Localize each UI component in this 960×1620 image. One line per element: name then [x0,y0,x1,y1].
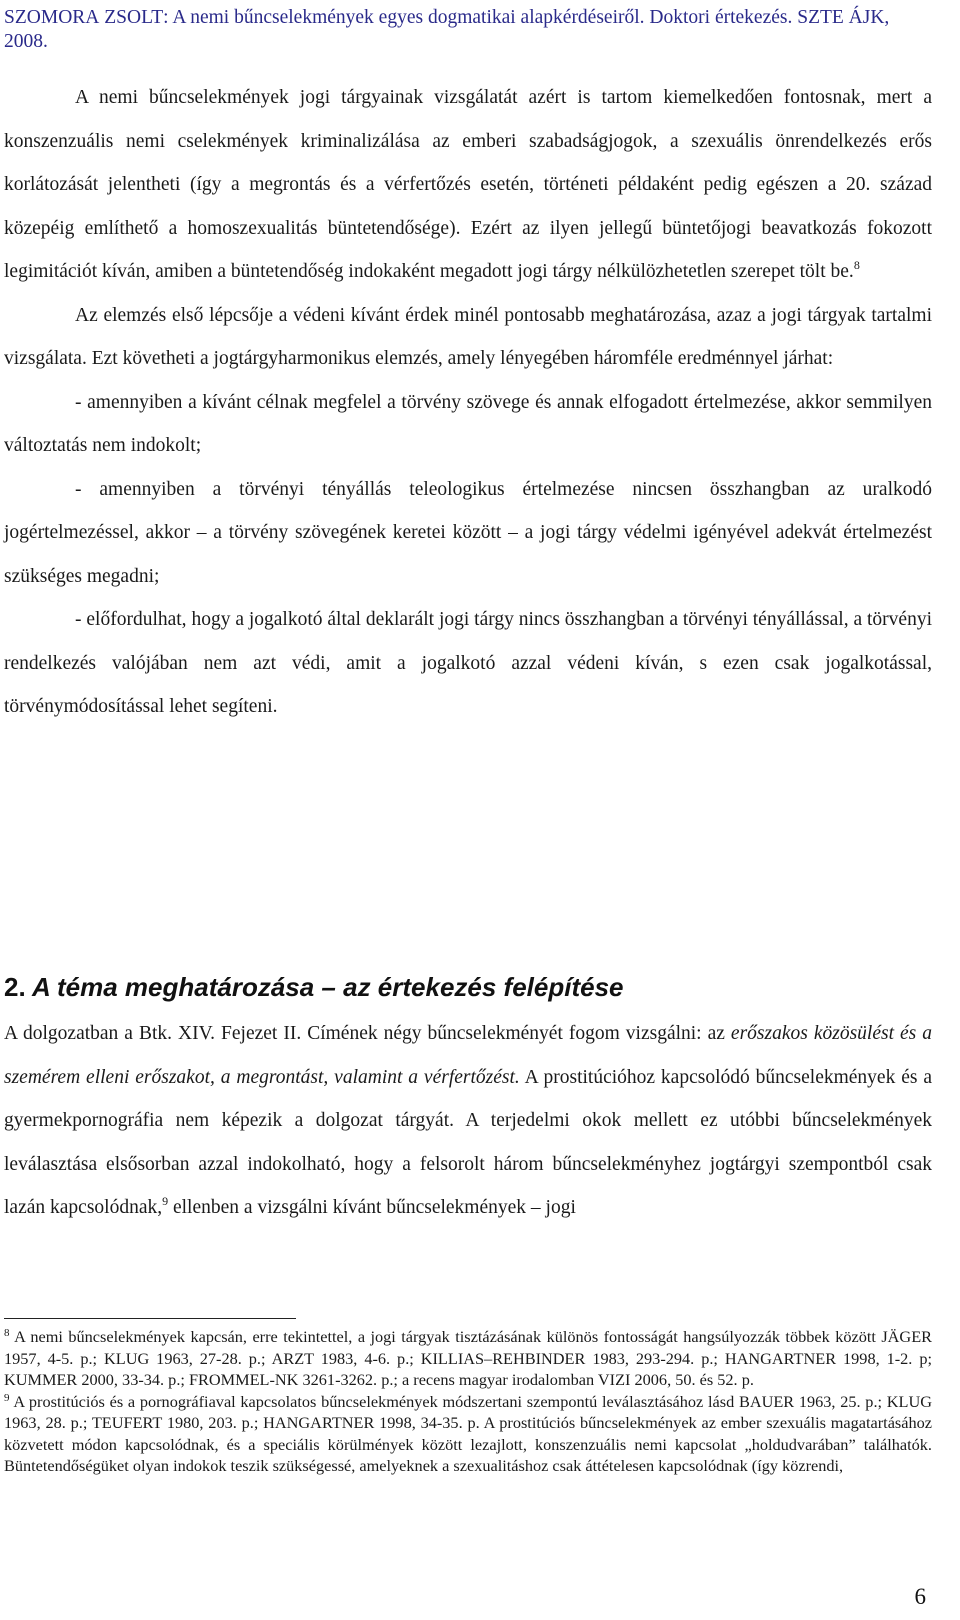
scope-lead-text: A dolgozatban a Btk. XIV. Fejezet II. Címének négy bűncselekményét fogom vizsgálni: az [4,1023,725,1044]
footnote-9-text: A prostitúciós és a pornográfiaval kapcsolatos bűncselekmények módszertani szempontú leválasztásához lásd BAUER 1963, 25. p.; KLUG 1963, 28. p.; TEUFERT 1980, 203. p.; HANGARTNER 1998, 34-35. p. A prostitúciós bűncselekmények az ember szexuális magatartásához közvetett módon kapcsolódnak, és a speciális körülmények között lezajlott, konszenzuális nemi kapcsolat „holdudvarában” találhatók. Büntetendőségüket olyan indokok teszik szükségessé, amelyeknek a szexualitáshoz csak áttételesen kapcsolódnak (így közrendi, [4,1391,932,1475]
footnote-8 [4,1326,932,1391]
section-heading-number: 2. [4,972,26,1002]
header-author-given: SOLT [116,7,164,28]
footnote-8-number: 8 [4,1327,10,1339]
list-item-outcome-1: - amennyiben a kívánt célnak megfelel a törvény szövege és annak elfogadott értelmezése, akkor semmilyen változtatás nem indokolt; [4,391,932,456]
section-heading [4,971,932,1003]
scope-rest-text: A prostitúcióhoz kapcsolódó bűncselekmények és a gyermekpornográfia nem képezik a dolgozat tárgyát. A terjedelmi okok mellett ez utóbbi bűncselekmények leválasztása elsősorban azzal indokolható, hogy a felsorolt három bűncselekményhez jogtárgyi szempontból csak lazán kapcsolódnak, [4,1066,932,1218]
footnote-8-text: A nemi bűncselekmények kapcsán, erre tekintettel, a jogi tárgyak tisztázásának különös fontosságát hangsúlyozzák többek között JÄGER 1957, 4-5. p.; KLUG 1963, 27-28. p.; ARZT 1983, 4-6. p.; KILLIAS–REHBINDER 1983, 293-294. p.; HANGARTNER 1998, 1-2. p; KUMMER 2000, 33-34. p.; FROMMEL-NK 3261-3262. p.; a recens magyar irodalomban VIZI 2006, 50. és 52. p. [4,1327,932,1389]
list-item-outcome-3: - előfordulhat, hogy a jogalkotó által deklarált jogi tárgy nincs összhangban a törvényi tényállással, a törvényi rendelkezés valójában nem azt védi, amit a jogalkotó azzal védeni kíván, s ezen csak jogalkotással, törvénymódosítással lehet segíteni. [4,609,932,717]
header-author-surname: ZOMORA [14,7,100,28]
header-author-given-initial: Z [104,7,117,28]
header-citation: : A nemi bűncselekmények egyes dogmatikai alapkérdéseiről. Doktori értekezés. SZTE ÁJK, 2008. [4,7,890,52]
section2-body [4,1012,932,1230]
footnote-9 [4,1391,932,1477]
paragraph-text: A nemi bűncselekmények jogi tárgyainak vizsgálatát azért is tartom kiemelkedően fontosnak, mert a konszenzuális nemi cselekmények kriminalizálása az emberi szabadságjogok, a szexuális önrendelkezés erős korlátozását jelentheti (így a megrontás és a vérfertőzés esetén, történeti példaként pedig egészen a 20. század közepéig említhető a homoszexualitás büntetendősége). Ezért az ilyen jellegű büntetőjogi beavatkozás fokozott legimitációt kíván, amiben a büntetendőség indokaként megadott jogi tárgy nélkülözhetetlen szerepet tölt be. [4,87,932,282]
paragraph-analysis-steps: Az elemzés első lépcsője a védeni kívánt érdek minél pontosabb meghatározása, azaz a jogi tárgyak tartalmi vizsgálata. Ezt követheti a jogtárgyharmonikus elemzés, amely lényegében háromféle eredménnyel járhat: [4,304,932,369]
list-item-outcome-2: - amennyiben a törvényi tényállás teleologikus értelmezése nincsen összhangban az uralkodó jogértelmezéssel, akkor – a törvény szövegének keretei között – a jogi tárgy védelmi igényével adekvát értelmezést szükséges megadni; [4,478,932,587]
header-author-surname-initial: S [4,7,15,28]
footnote-ref-9[interactable]: 9 [162,1194,169,1208]
scope-continuation-text: ellenben a vizsgálni kívánt bűncselekmények – jogi [172,1197,576,1218]
section-heading-title: A téma meghatározása – az értekezés felépítése [31,972,624,1002]
section1-body [4,76,932,729]
page-number: 6 [914,1584,926,1609]
running-header [4,6,934,54]
paragraph-scope [4,1012,932,1230]
scope-italic-crimes: erőszakos közösülést és a szemérem elleni erőszakot, a megrontást, valamint a vérfertőzést. [4,1023,932,1088]
footnote-9-number: 9 [4,1391,10,1404]
footnotes [4,1326,932,1477]
footnote-divider [4,1318,296,1319]
paragraph-legal-object-importance [4,76,932,294]
footnote-ref-8[interactable]: 8 [853,258,860,272]
